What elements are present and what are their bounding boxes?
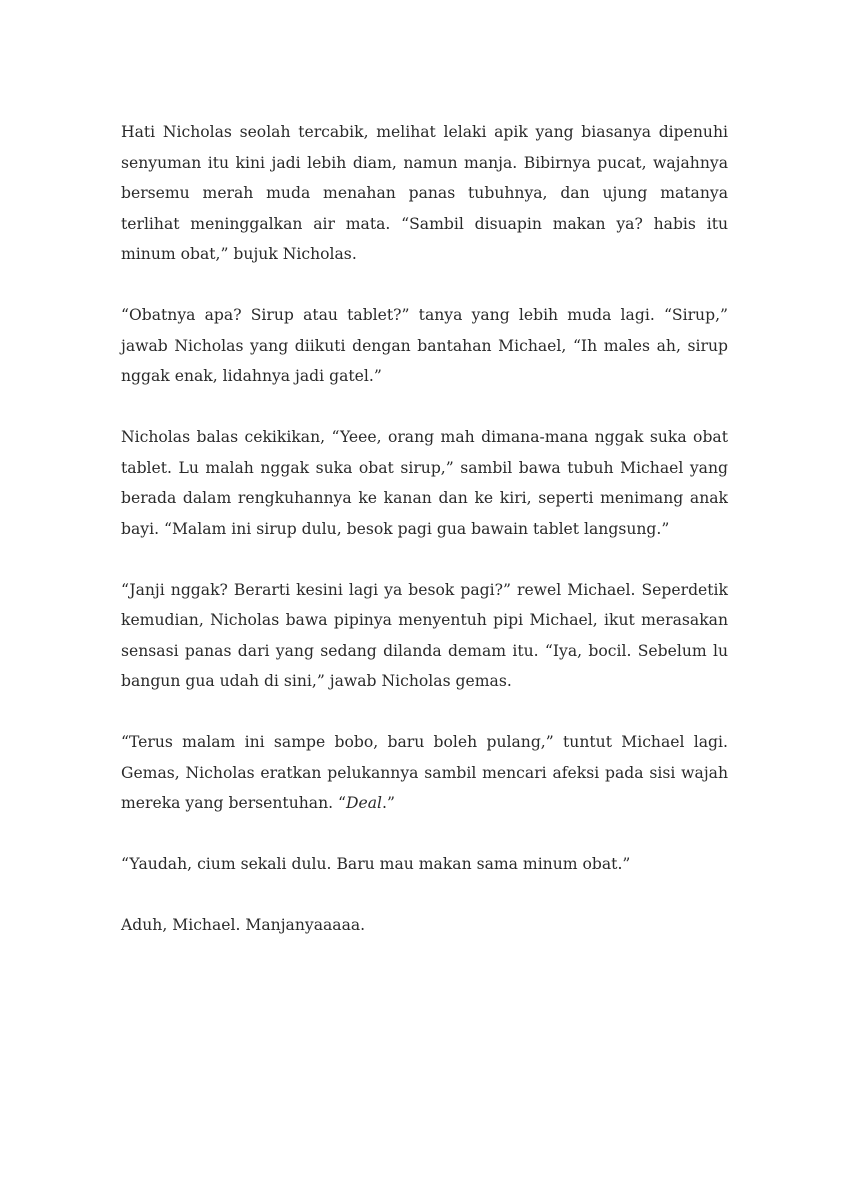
paragraph-5-italic: Deal	[346, 794, 383, 812]
paragraph-4: “Janji nggak? Berarti kesini lagi ya besok pagi?” rewel Michael. Seperdetik kemudian, Nicholas bawa pipinya menyentuh pipi Michael, ikut merasakan sensasi panas dari yang sedang dilanda demam itu. “Iya, bocil. Sebelum lu bangun gua udah di sini,” jawab Nicholas gemas.	[121, 580, 728, 690]
paragraph-6: “Yaudah, cium sekali dulu. Baru mau makan sama minum obat.”	[121, 855, 631, 873]
paragraph-5-text: “Terus malam ini sampe bobo, baru boleh pulang,” tuntut Michael lagi. Gemas, Nicholas eratkan pelukannya sambil mencari afeksi pada sisi wajah mereka yang bersentuhan. “	[121, 733, 728, 812]
paragraph-5	[121, 727, 728, 819]
paragraph-7: Aduh, Michael. Manjanyaaaaa.	[121, 916, 366, 934]
paragraph-1: Hati Nicholas seolah tercabik, melihat lelaki apik yang biasanya dipenuhi senyuman itu kini jadi lebih diam, namun manja. Bibirnya pucat, wajahnya bersemu merah muda menahan panas tubuhnya, dan ujung matanya terlihat meninggalkan air mata. “Sambil disuapin makan ya? habis itu minum obat,” bujuk Nicholas.	[121, 123, 728, 263]
paragraph-5-end: .”	[382, 794, 395, 812]
paragraph-2: “Obatnya apa? Sirup atau tablet?” tanya yang lebih muda lagi. “Sirup,” jawab Nicholas yang diikuti dengan bantahan Michael, “Ih males ah, sirup nggak enak, lidahnya jadi gatel.”	[121, 306, 728, 385]
paragraph-3: Nicholas balas cekikikan, “Yeee, orang mah dimana-mana nggak suka obat tablet. Lu malah nggak suka obat sirup,” sambil bawa tubuh Michael yang berada dalam rengkuhannya ke kanan dan ke kiri, seperti menimang anak bayi. “Malam ini sirup dulu, besok pagi gua bawain tablet langsung.”	[121, 428, 728, 538]
document-body	[121, 117, 728, 941]
